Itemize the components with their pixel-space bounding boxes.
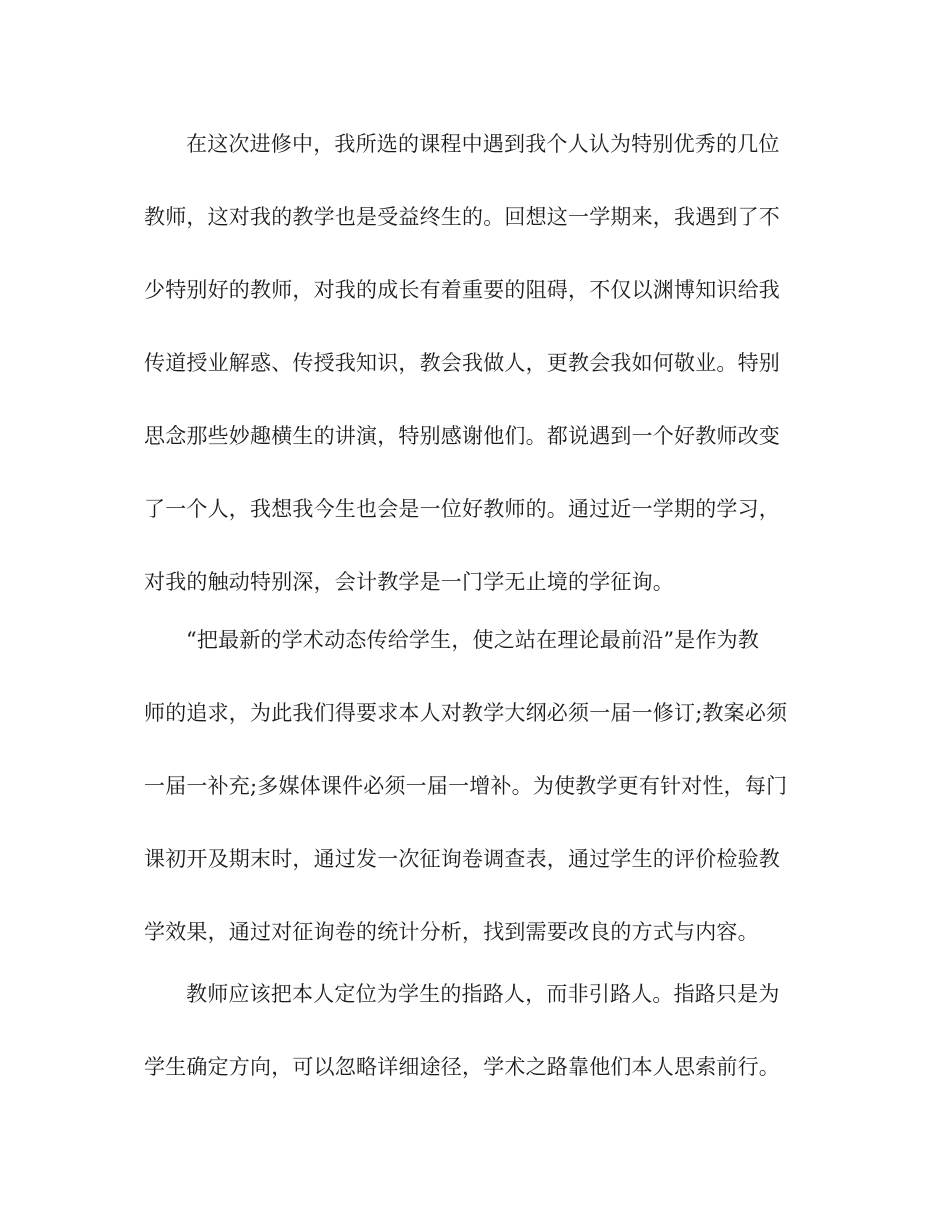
paragraph-1-line-5: 思念那些妙趣横生的讲演，特别感谢他们。都说遇到一个好教师改变 bbox=[144, 424, 780, 448]
paragraph-1-line-4: 传道授业解惑、传授我知识，教会我做人，更教会我如何敬业。特别 bbox=[144, 351, 780, 375]
paragraph-1-line-3: 少特别好的教师，对我的成长有着重要的阻碍，不仅以渊博知识给我 bbox=[144, 278, 780, 302]
paragraph-3-line-1: 教师应该把本人定位为学生的指路人，而非引路人。指路只是为 bbox=[186, 982, 780, 1006]
paragraph-2-line-4: 课初开及期末时，通过发一次征询卷调查表，通过学生的评价检验教 bbox=[144, 847, 780, 871]
paragraph-1-line-6: 了一个人，我想我今生也会是一位好教师的。通过近一学期的学习， bbox=[144, 497, 780, 521]
paragraph-1-line-2: 教师，这对我的教学也是受益终生的。回想这一学期来，我遇到了不 bbox=[144, 205, 780, 229]
paragraph-2-line-5: 学效果，通过对征询卷的统计分析，找到需要改良的方式与内容。 bbox=[144, 920, 759, 944]
paragraph-2-line-3: 一届一补充;多媒体课件必须一届一增补。为使教学更有针对性，每门 bbox=[144, 774, 788, 798]
paragraph-1-line-1: 在这次进修中，我所选的课程中遇到我个人认为特别优秀的几位 bbox=[186, 132, 780, 156]
paragraph-1-line-7: 对我的触动特别深，会计教学是一门学无止境的学征询。 bbox=[144, 570, 674, 594]
paragraph-2-line-1: “把最新的学术动态传给学生，使之站在理论最前沿”是作为教 bbox=[186, 628, 760, 652]
paragraph-3-line-2: 学生确定方向，可以忽略详细途径，学术之路靠他们本人思索前行。 bbox=[144, 1055, 780, 1079]
paragraph-2-line-2: 师的追求，为此我们得要求本人对教学大纲必须一届一修订;教案必须 bbox=[144, 701, 788, 725]
